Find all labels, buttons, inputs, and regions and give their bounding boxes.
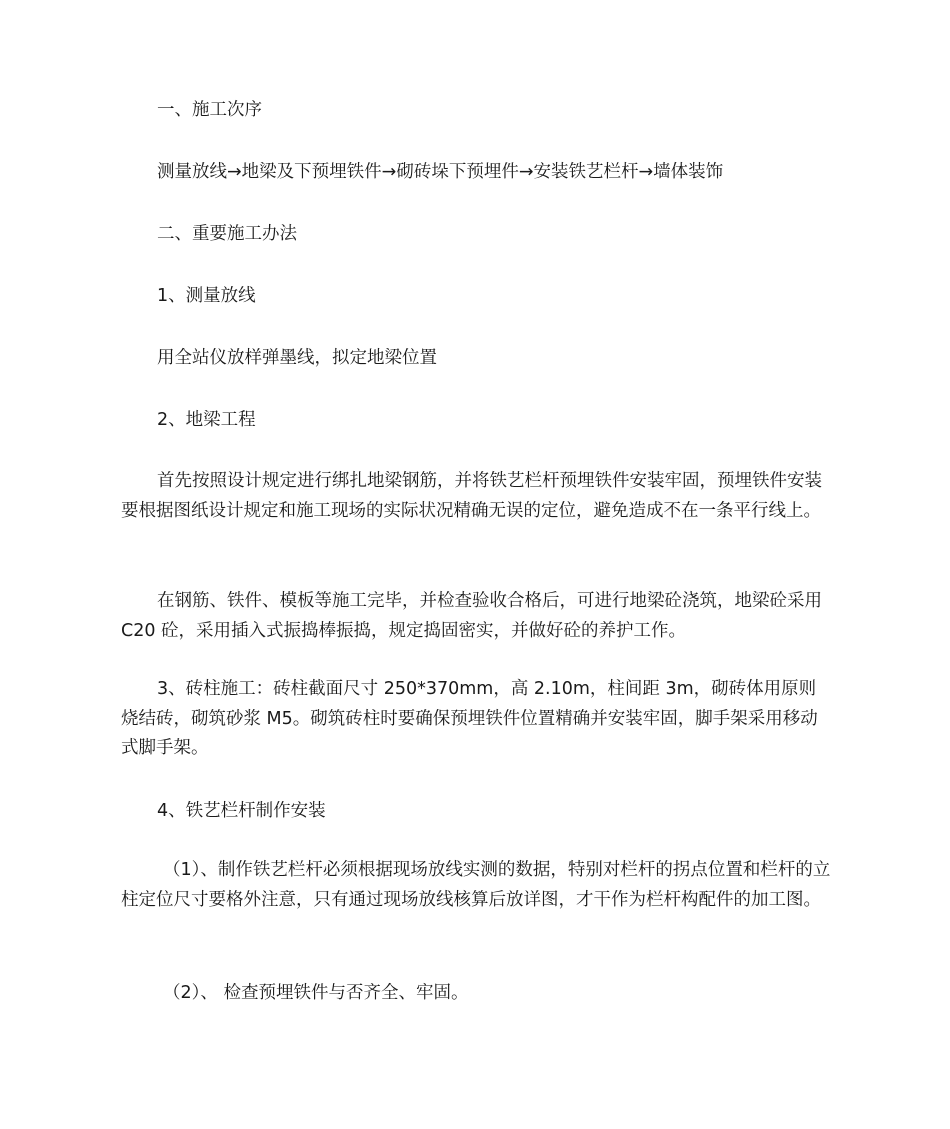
item-2-paragraph-2: 在钢筋、铁件、模板等施工完毕，并检查验收合格后，可进行地梁砼浇筑，地梁砼采用 C20 砼，采用插入式振捣棒振捣，规定捣固密实，并做好砼的养护工作。	[121, 591, 822, 641]
item-2-heading: 2、地梁工程	[157, 410, 256, 430]
construction-sequence: 测量放线→地梁及下预埋铁件→砌砖垛下预埋件→安装铁艺栏杆→墙体装饰	[157, 162, 724, 182]
item-1-text: 用全站仪放样弹墨线，拟定地梁位置	[157, 348, 437, 368]
item-4-subitem-2: （2）、 检查预埋铁件与否齐全、牢固。	[163, 983, 469, 1003]
item-4-heading: 4、铁艺栏杆制作安装	[157, 801, 326, 821]
item-1-heading: 1、测量放线	[157, 286, 256, 306]
item-3-paragraph: 3、砖柱施工：砖柱截面尺寸 250*370mm，高 2.10m，柱间距 3m，砌砖体用原则烧结砖，砌筑砂浆 M5。砌筑砖柱时要确保预埋铁件位置精确并安装牢固，脚手架采用移动式脚手架。	[121, 679, 818, 758]
item-4-subitem-1: （1）、制作铁艺栏杆必须根据现场放线实测的数据，特别对栏杆的拐点位置和栏杆的立柱定位尺寸要格外注意，只有通过现场放线核算后放详图，才干作为栏杆构配件的加工图。	[121, 860, 831, 910]
section-1-heading: 一、施工次序	[157, 100, 262, 120]
section-2-heading: 二、重要施工办法	[157, 224, 297, 244]
item-2-paragraph-1: 首先按照设计规定进行绑扎地梁钢筋，并将铁艺栏杆预埋铁件安装牢固，预埋铁件安装要根据图纸设计规定和施工现场的实际状况精确无误的定位，避免造成不在一条平行线上。	[121, 471, 822, 521]
